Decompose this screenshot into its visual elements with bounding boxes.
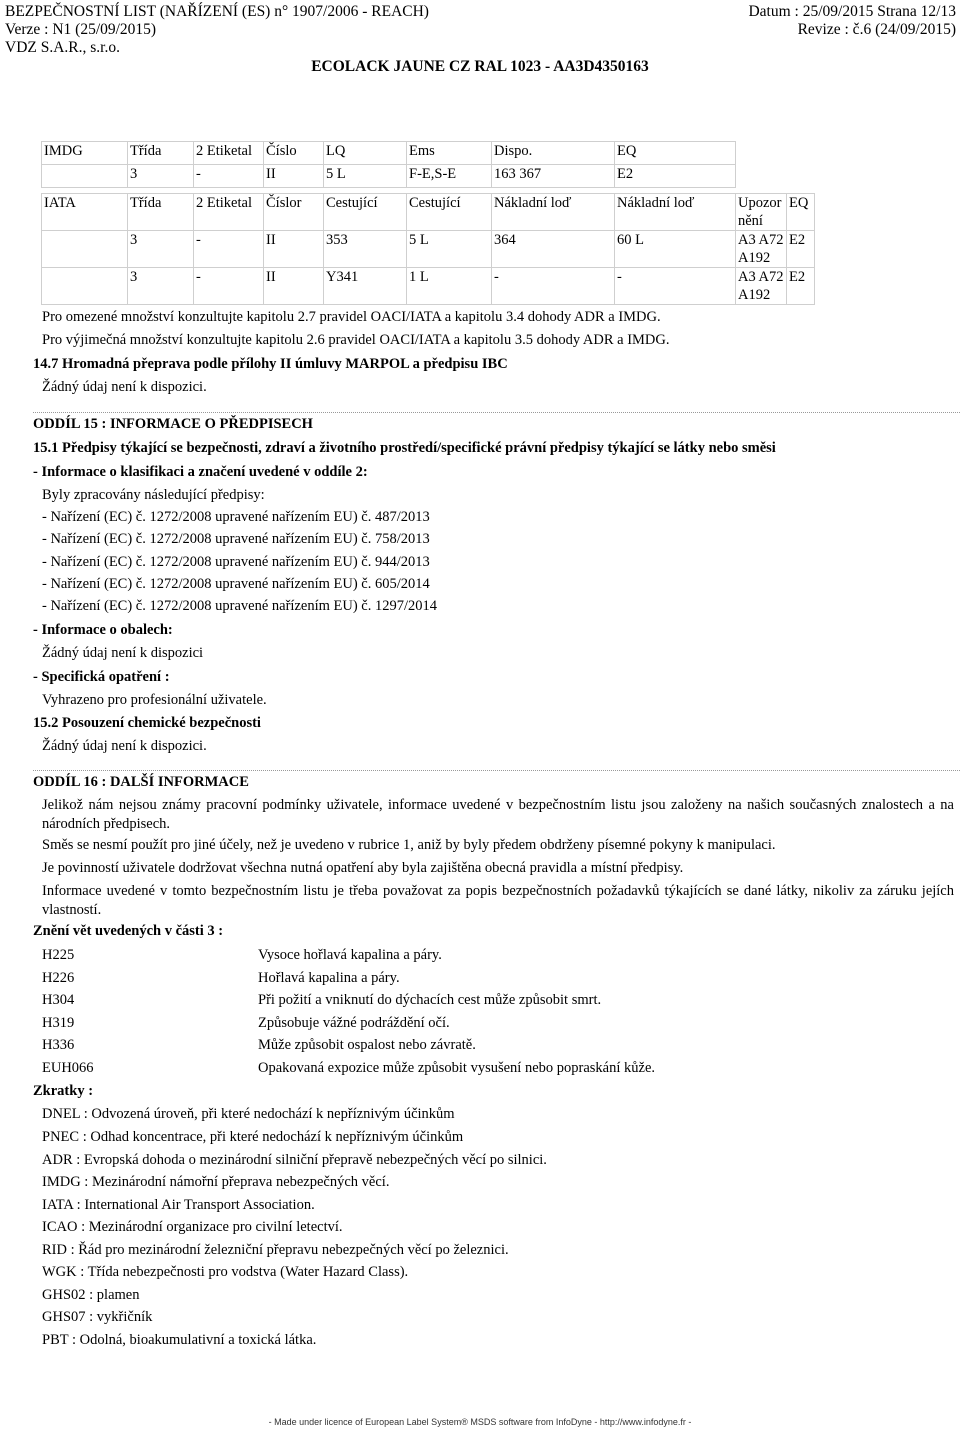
section-16-paragraph: Směs se nesmí použít pro jiné účely, než je uvedeno v rubrice 1, aniž by byly předem obdrženy písemné pokyny k manipulaci. bbox=[42, 837, 776, 853]
h-statement-text: Může způsobit ospalost nebo závratě. bbox=[258, 1037, 476, 1053]
company-name: VDZ S.A.R., s.r.o. bbox=[5, 39, 120, 56]
table-cell: EQ bbox=[787, 194, 815, 231]
imdg-table bbox=[41, 141, 736, 188]
table-cell: Ems bbox=[407, 142, 492, 165]
table-cell: - bbox=[615, 268, 736, 305]
abbreviations-title: Zkratky : bbox=[33, 1083, 94, 1099]
regulation-item: - Nařízení (EC) č. 1272/2008 upravené nařízením EU) č. 487/2013 bbox=[42, 509, 430, 525]
abbreviation-item: IATA : International Air Transport Association. bbox=[42, 1197, 315, 1213]
table-cell: E2 bbox=[787, 268, 815, 305]
table-cell: LQ bbox=[324, 142, 407, 165]
document-title: BEZPEČNOSTNÍ LIST (NAŘÍZENÍ (ES) n° 1907/2006 - REACH) bbox=[5, 3, 429, 20]
abbreviation-item: ADR : Evropská dohoda o mezinárodní silniční přepravě nebezpečných věcí po silnici. bbox=[42, 1152, 547, 1168]
h-statement-text: Vysoce hořlavá kapalina a páry. bbox=[258, 947, 442, 963]
table-cell: IATA bbox=[42, 194, 128, 231]
note-limited-quantity: Pro omezené množství konzultujte kapitolu 2.7 pravidel OACI/IATA a kapitolu 3.4 dohody ADR a IMDG. bbox=[42, 309, 661, 325]
table-cell: Cestující bbox=[407, 194, 492, 231]
table-cell: F-E,S-E bbox=[407, 165, 492, 188]
table-cell bbox=[42, 268, 128, 305]
table-cell bbox=[42, 231, 128, 268]
h-statement-text: Hořlavá kapalina a páry. bbox=[258, 970, 400, 986]
product-name: ECOLACK JAUNE CZ RAL 1023 - AA3D4350163 bbox=[311, 58, 649, 75]
table-cell: II bbox=[264, 165, 324, 188]
specific-measures-text: Vyhrazeno pro profesionální uživatele. bbox=[42, 692, 267, 708]
note-excepted-quantity: Pro výjimečná množství konzultujte kapitolu 2.6 pravidel OACI/IATA a kapitolu 3.5 dohody ADR a IMDG. bbox=[42, 332, 670, 348]
abbreviation-item: WGK : Třída nebezpečnosti pro vodstva (Water Hazard Class). bbox=[42, 1264, 409, 1280]
table-cell: 1 L bbox=[407, 268, 492, 305]
abbreviation-item: PNEC : Odhad koncentrace, při které nedochází k nepříznivým účinkům bbox=[42, 1129, 464, 1145]
regulation-item: - Nařízení (EC) č. 1272/2008 upravené nařízením EU) č. 605/2014 bbox=[42, 576, 430, 592]
table-cell: Nákladní loď bbox=[615, 194, 736, 231]
table-row bbox=[42, 194, 815, 231]
table-cell: - bbox=[492, 268, 615, 305]
table-cell: - bbox=[194, 165, 264, 188]
abbreviation-item: DNEL : Odvozená úroveň, při které nedochází k nepříznivým účinkům bbox=[42, 1106, 455, 1122]
table-cell: Třída bbox=[128, 194, 194, 231]
table-row bbox=[42, 268, 815, 305]
table-cell: 364 bbox=[492, 231, 615, 268]
h-statement-text: Při požití a vniknutí do dýchacích cest může způsobit smrt. bbox=[258, 992, 602, 1008]
classification-intro: Byly zpracovány následující předpisy: bbox=[42, 487, 265, 503]
section-divider bbox=[33, 412, 960, 413]
table-row bbox=[42, 165, 736, 188]
table-cell: A3 A72 A192 bbox=[736, 231, 787, 268]
section-14-7-text: Žádný údaj není k dispozici. bbox=[42, 379, 207, 395]
table-row bbox=[42, 142, 736, 165]
section-16-paragraph: Jelikož nám nejsou známy pracovní podmínky uživatele, informace uvedené v bezpečnostním listu jsou založeny na našich současných znalostech a na národních předpisech. bbox=[42, 797, 954, 832]
table-cell: Dispo. bbox=[492, 142, 615, 165]
table-cell: II bbox=[264, 268, 324, 305]
version-label: Verze : N1 (25/09/2015) bbox=[5, 21, 157, 38]
table-cell: EQ bbox=[615, 142, 736, 165]
section-16-paragraph: Informace uvedené v tomto bezpečnostním listu je třeba považovat za popis bezpečnostních požadavků týkajících se dané látky, nikoliv za záruku jejích vlastností. bbox=[42, 883, 954, 918]
abbreviation-item: RID : Řád pro mezinárodní železniční přepravu nebezpečných věcí po železnici. bbox=[42, 1242, 509, 1258]
table-cell: Cestující bbox=[324, 194, 407, 231]
h-statement-code: H336 bbox=[42, 1037, 75, 1053]
table-cell: 2 Etiketal bbox=[194, 142, 264, 165]
abbreviation-item: ICAO : Mezinárodní organizace pro civilní letectví. bbox=[42, 1219, 343, 1235]
table-cell: E2 bbox=[615, 165, 736, 188]
iata-table bbox=[41, 193, 815, 305]
section-divider bbox=[33, 770, 960, 771]
h-statements-title: Znění vět uvedených v části 3 : bbox=[33, 923, 224, 939]
section-15-2-title: 15.2 Posouzení chemické bezpečnosti bbox=[33, 715, 261, 731]
specific-measures-title: - Specifická opatření : bbox=[33, 669, 170, 685]
revision-label: Revize : č.6 (24/09/2015) bbox=[797, 21, 956, 38]
h-statement-code: H319 bbox=[42, 1015, 75, 1031]
h-statement-code: H225 bbox=[42, 947, 75, 963]
table-cell: 2 Etiketal bbox=[194, 194, 264, 231]
regulation-item: - Nařízení (EC) č. 1272/2008 upravené nařízením EU) č. 944/2013 bbox=[42, 554, 430, 570]
abbreviation-item: IMDG : Mezinárodní námořní přeprava nebezpečných věcí. bbox=[42, 1174, 390, 1190]
abbreviation-item: PBT : Odolná, bioakumulativní a toxická látka. bbox=[42, 1332, 317, 1348]
table-cell: Číslor bbox=[264, 194, 324, 231]
table-cell: 353 bbox=[324, 231, 407, 268]
abbreviation-item: GHS02 : plamen bbox=[42, 1287, 140, 1303]
table-cell: IMDG bbox=[42, 142, 128, 165]
table-cell: Číslo bbox=[264, 142, 324, 165]
section-14-7-title: 14.7 Hromadná přeprava podle přílohy II úmluvy MARPOL a předpisu IBC bbox=[33, 356, 508, 372]
regulation-item: - Nařízení (EC) č. 1272/2008 upravené nařízením EU) č. 1297/2014 bbox=[42, 598, 437, 614]
date-page-label: Datum : 25/09/2015 Strana 12/13 bbox=[748, 3, 956, 20]
section-16-paragraph: Je povinností uživatele dodržovat všechna nutná opatření aby byla zajištěna obecná pravidla a místní předpisy. bbox=[42, 860, 684, 876]
footer-text: - Made under licence of European Label System® MSDS software from InfoDyne - http://www.infodyne.fr - bbox=[268, 1417, 692, 1427]
classification-title: - Informace o klasifikaci a značení uvedené v oddíle 2: bbox=[33, 464, 368, 480]
regulation-item: - Nařízení (EC) č. 1272/2008 upravené nařízením EU) č. 758/2013 bbox=[42, 531, 430, 547]
packaging-text: Žádný údaj není k dispozici bbox=[42, 645, 204, 661]
table-cell: 5 L bbox=[407, 231, 492, 268]
table-cell: 163 367 bbox=[492, 165, 615, 188]
section-16-title: ODDÍL 16 : DALŠÍ INFORMACE bbox=[33, 774, 249, 790]
table-cell: Y341 bbox=[324, 268, 407, 305]
h-statement-code: H304 bbox=[42, 992, 75, 1008]
h-statement-text: Způsobuje vážné podráždění očí. bbox=[258, 1015, 450, 1031]
table-cell: 60 L bbox=[615, 231, 736, 268]
table-cell: Třída bbox=[128, 142, 194, 165]
packaging-title: - Informace o obalech: bbox=[33, 622, 173, 638]
table-cell bbox=[42, 165, 128, 188]
table-cell: - bbox=[194, 231, 264, 268]
h-statement-text: Opakovaná expozice může způsobit vysušení nebo popraskání kůže. bbox=[258, 1060, 656, 1076]
table-cell: 3 bbox=[128, 231, 194, 268]
table-row bbox=[42, 231, 815, 268]
table-cell: 5 L bbox=[324, 165, 407, 188]
table-cell: Nákladní loď bbox=[492, 194, 615, 231]
section-15-title: ODDÍL 15 : INFORMACE O PŘEDPISECH bbox=[33, 416, 313, 432]
h-statement-code: H226 bbox=[42, 970, 75, 986]
table-cell: 3 bbox=[128, 268, 194, 305]
section-15-1-title: 15.1 Předpisy týkající se bezpečnosti, zdraví a životního prostředí/specifické právní předpisy týkající se látky nebo směsi bbox=[33, 440, 776, 456]
table-cell: Upozornění bbox=[736, 194, 787, 231]
section-15-2-text: Žádný údaj není k dispozici. bbox=[42, 738, 207, 754]
table-cell: II bbox=[264, 231, 324, 268]
table-cell: - bbox=[194, 268, 264, 305]
table-cell: E2 bbox=[787, 231, 815, 268]
table-cell: A3 A72 A192 bbox=[736, 268, 787, 305]
abbreviation-item: GHS07 : vykřičník bbox=[42, 1309, 153, 1325]
table-cell: 3 bbox=[128, 165, 194, 188]
h-statement-code: EUH066 bbox=[42, 1060, 94, 1076]
